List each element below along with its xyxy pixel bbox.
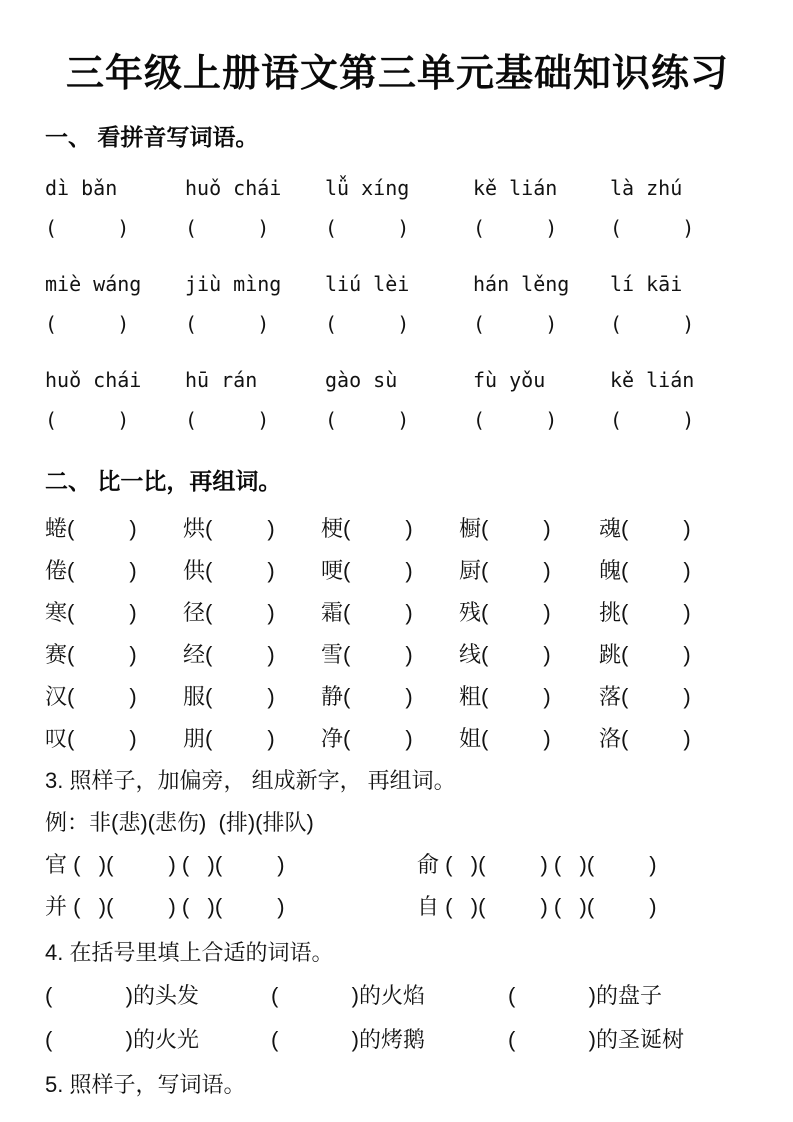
hanzi: 汉 [45, 684, 68, 709]
answer-bracket: ( ) [481, 600, 551, 625]
answer-brackets: ( )( ) ( )( ) [67, 894, 285, 919]
pinyin-word: kě lián [473, 176, 558, 200]
answer-bracket: ( ) [205, 726, 275, 751]
answer-bracket: ( ) [67, 642, 137, 667]
hanzi: 厨 [459, 558, 482, 583]
phrase-cell [508, 974, 750, 1018]
radical-cell [45, 886, 417, 928]
answer-bracket: ( ) [67, 600, 137, 625]
phrase-cell [271, 974, 508, 1018]
compare-row [45, 634, 750, 676]
answer-bracket: ( ) [621, 642, 691, 667]
pinyin-word: kě lián [610, 368, 695, 392]
answer-bracket: ( ) [343, 600, 413, 625]
compare-cell [321, 508, 459, 550]
hanzi: 供 [183, 558, 206, 583]
compare-row [45, 550, 750, 592]
compare-cell [321, 634, 459, 676]
answer-bracket: ( ) [205, 516, 275, 541]
phrase-cell [508, 1018, 750, 1062]
answer-bracket: ( ) [325, 216, 410, 240]
section2-heading: 二、 比一比，再组词。 [45, 468, 282, 494]
compare-cell [45, 676, 183, 718]
pinyin-group-2 [45, 264, 750, 344]
compare-cell [459, 592, 599, 634]
hanzi: 官 [45, 852, 68, 877]
answer-bracket: ( ) [205, 600, 275, 625]
answer-bracket: ( ) [325, 312, 410, 336]
hanzi: 径 [183, 600, 206, 625]
hanzi: 雪 [321, 642, 344, 667]
pinyin-row [45, 168, 750, 208]
compare-cell [183, 550, 321, 592]
answer-bracket: ( ) [343, 558, 413, 583]
pinyin-word: lí kāi [610, 272, 683, 296]
compare-cell [459, 676, 599, 718]
hanzi: 洛 [599, 726, 622, 751]
compare-cell [599, 676, 750, 718]
hanzi: 魂 [599, 516, 622, 541]
answer-bracket: ( ) [185, 312, 270, 336]
answer-bracket: ( ) [610, 408, 695, 432]
pinyin-word: huǒ chái [185, 176, 282, 200]
answer-bracket: ( ) [343, 726, 413, 751]
answer-brackets: ( )( ) ( )( ) [67, 852, 285, 877]
compare-cell [599, 550, 750, 592]
hanzi: 哽 [321, 558, 344, 583]
answer-brackets-row [45, 400, 750, 440]
answer-bracket: ( ) [185, 216, 270, 240]
answer-bracket: ( ) [621, 516, 691, 541]
hanzi: 俞 [417, 852, 440, 877]
answer-bracket: ( ) [343, 684, 413, 709]
pinyin-word: dì bǎn [45, 176, 118, 200]
answer-bracket: ( ) [621, 600, 691, 625]
radical-row [45, 844, 750, 886]
hanzi: 净 [321, 726, 344, 751]
hanzi: 赛 [45, 642, 68, 667]
answer-bracket: ( ) [473, 216, 558, 240]
hanzi: 线 [459, 642, 482, 667]
section4-heading: 4. 在括号里填上合适的词语。 [45, 940, 334, 965]
phrase-suffix: 的头发 [133, 983, 200, 1008]
compare-cell [45, 634, 183, 676]
phrase-cell [45, 1018, 271, 1062]
pinyin-word: liú lèi [325, 272, 410, 296]
answer-bracket: ( ) [67, 684, 137, 709]
answer-bracket: ( ) [621, 558, 691, 583]
compare-cell [45, 592, 183, 634]
radical-cell [417, 844, 750, 886]
answer-bracket: ( ) [481, 642, 551, 667]
compare-cell [183, 634, 321, 676]
answer-bracket: ( ) [621, 684, 691, 709]
compare-row [45, 718, 750, 760]
answer-bracket: ( ) [508, 1027, 596, 1052]
pinyin-word: gào sù [325, 368, 398, 392]
phrase-suffix: 的圣诞树 [596, 1027, 685, 1052]
hanzi: 落 [599, 684, 622, 709]
hanzi: 经 [183, 642, 206, 667]
compare-words-grid [45, 508, 750, 760]
answer-bracket: ( ) [185, 408, 270, 432]
page-title: 三年级上册语文第三单元基础知识练习 [65, 53, 729, 95]
section5-heading: 5. 照样子，写词语。 [45, 1072, 246, 1097]
compare-cell [459, 550, 599, 592]
pinyin-word: lǚ xíng [325, 176, 410, 200]
answer-bracket: ( ) [621, 726, 691, 751]
hanzi: 挑 [599, 600, 622, 625]
compare-cell [45, 718, 183, 760]
section1-heading: 一、 看拼音写词语。 [45, 124, 259, 150]
hanzi: 粗 [459, 684, 482, 709]
hanzi: 烘 [183, 516, 206, 541]
compare-cell [599, 508, 750, 550]
pinyin-word: fù yǒu [473, 368, 546, 392]
phrase-cell [45, 974, 271, 1018]
phrase-row [45, 974, 750, 1018]
hanzi: 朋 [183, 726, 206, 751]
answer-bracket: ( ) [473, 408, 558, 432]
compare-cell [599, 634, 750, 676]
hanzi: 跳 [599, 642, 622, 667]
answer-bracket: ( ) [610, 312, 695, 336]
phrase-suffix: 的火光 [133, 1027, 200, 1052]
hanzi: 静 [321, 684, 344, 709]
phrase-cell [271, 1018, 508, 1062]
compare-cell [183, 508, 321, 550]
compare-cell [599, 592, 750, 634]
hanzi: 倦 [45, 558, 68, 583]
compare-cell [183, 676, 321, 718]
phrase-row [45, 1018, 750, 1062]
compare-cell [321, 718, 459, 760]
answer-brackets: ( )( ) ( )( ) [439, 852, 657, 877]
section3-example: 例：非(悲)(悲伤) (排)(排队) [45, 810, 314, 835]
phrase-suffix: 的烤鹅 [359, 1027, 426, 1052]
hanzi: 姐 [459, 726, 482, 751]
compare-cell [321, 592, 459, 634]
answer-brackets-row [45, 208, 750, 248]
radical-cell [45, 844, 417, 886]
hanzi: 服 [183, 684, 206, 709]
compare-cell [45, 550, 183, 592]
hanzi: 寒 [45, 600, 68, 625]
hanzi: 梗 [321, 516, 344, 541]
radical-row [45, 886, 750, 928]
hanzi: 魄 [599, 558, 622, 583]
pinyin-word: hán lěng [473, 272, 570, 296]
answer-bracket: ( ) [481, 684, 551, 709]
hanzi: 自 [417, 894, 440, 919]
answer-bracket: ( ) [481, 516, 551, 541]
answer-bracket: ( ) [45, 312, 130, 336]
answer-brackets: ( )( ) ( )( ) [439, 894, 657, 919]
hanzi: 残 [459, 600, 482, 625]
compare-row [45, 676, 750, 718]
section3-heading: 3. 照样子，加偏旁， 组成新字， 再组词。 [45, 768, 456, 793]
pinyin-row [45, 264, 750, 304]
answer-bracket: ( ) [205, 642, 275, 667]
answer-brackets-row [45, 304, 750, 344]
answer-bracket: ( ) [67, 516, 137, 541]
phrase-suffix: 的火焰 [359, 983, 426, 1008]
compare-cell [459, 634, 599, 676]
hanzi: 叹 [45, 726, 68, 751]
compare-cell [45, 508, 183, 550]
compare-cell [459, 718, 599, 760]
pinyin-word: hū rán [185, 368, 258, 392]
answer-bracket: ( ) [508, 983, 596, 1008]
answer-bracket: ( ) [481, 726, 551, 751]
pinyin-word: huǒ chái [45, 368, 142, 392]
radical-cell [417, 886, 750, 928]
answer-bracket: ( ) [343, 516, 413, 541]
answer-bracket: ( ) [610, 216, 695, 240]
answer-bracket: ( ) [271, 983, 359, 1008]
pinyin-group-1 [45, 168, 750, 248]
pinyin-word: miè wáng [45, 272, 142, 296]
phrase-suffix: 的盘子 [596, 983, 663, 1008]
answer-bracket: ( ) [343, 642, 413, 667]
answer-bracket: ( ) [473, 312, 558, 336]
pinyin-group-3 [45, 360, 750, 440]
compare-row [45, 592, 750, 634]
answer-bracket: ( ) [67, 558, 137, 583]
answer-bracket: ( ) [45, 1027, 133, 1052]
hanzi: 橱 [459, 516, 482, 541]
pinyin-word: là zhú [610, 176, 683, 200]
compare-cell [183, 592, 321, 634]
compare-cell [321, 676, 459, 718]
answer-bracket: ( ) [205, 684, 275, 709]
answer-bracket: ( ) [205, 558, 275, 583]
compare-cell [183, 718, 321, 760]
hanzi: 并 [45, 894, 68, 919]
answer-bracket: ( ) [271, 1027, 359, 1052]
compare-cell [321, 550, 459, 592]
pinyin-word: jiù mìng [185, 272, 282, 296]
compare-row [45, 508, 750, 550]
hanzi: 蜷 [45, 516, 68, 541]
pinyin-row [45, 360, 750, 400]
answer-bracket: ( ) [67, 726, 137, 751]
answer-bracket: ( ) [45, 216, 130, 240]
answer-bracket: ( ) [45, 983, 133, 1008]
hanzi: 霜 [321, 600, 344, 625]
answer-bracket: ( ) [481, 558, 551, 583]
compare-cell [599, 718, 750, 760]
answer-bracket: ( ) [325, 408, 410, 432]
compare-cell [459, 508, 599, 550]
answer-bracket: ( ) [45, 408, 130, 432]
